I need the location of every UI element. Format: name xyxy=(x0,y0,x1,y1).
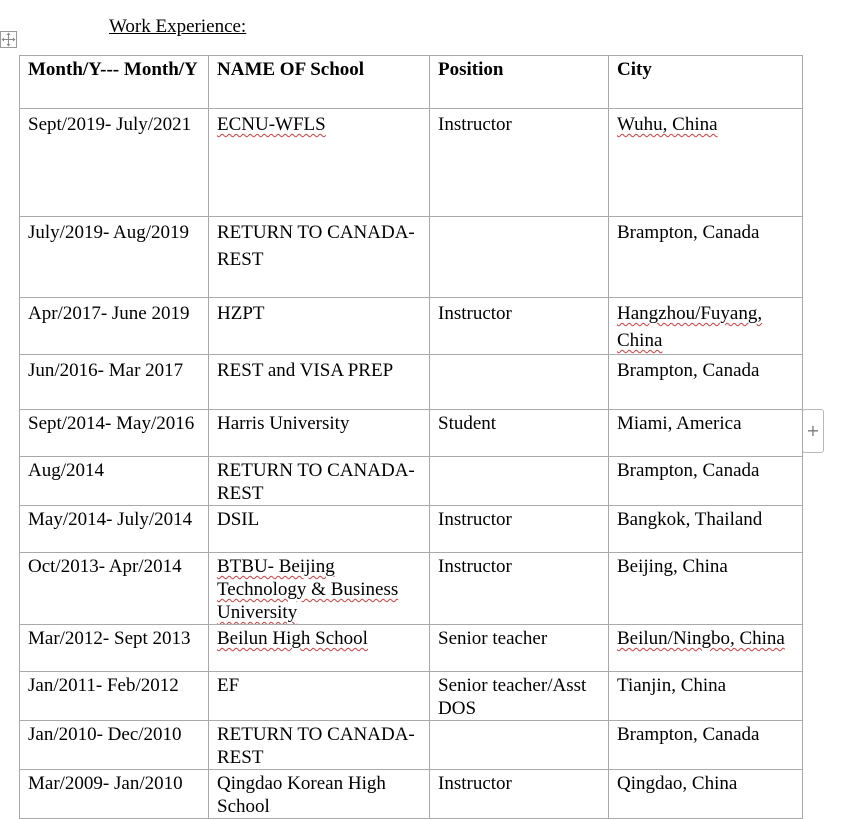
cell-position: Senior teacher xyxy=(430,625,609,672)
cell-position: Instructor xyxy=(430,109,609,217)
work-experience-table xyxy=(19,55,803,819)
table-row xyxy=(20,770,803,819)
cell-city: Beijing, China xyxy=(609,553,803,625)
cell-city: Tianjin, China xyxy=(609,672,803,721)
cell-position xyxy=(430,457,609,506)
cell-school: RETURN TO CANADA- REST xyxy=(209,721,430,770)
table-row xyxy=(20,721,803,770)
table-row xyxy=(20,109,803,217)
cell-school: HZPT xyxy=(209,298,430,355)
cell-school xyxy=(209,109,430,217)
cell-city xyxy=(609,109,803,217)
cell-position: Instructor xyxy=(430,770,609,819)
cell-date: Sept/2014- May/2016 xyxy=(20,410,209,457)
cell-position xyxy=(430,355,609,410)
cell-position xyxy=(430,721,609,770)
cell-position: Student xyxy=(430,410,609,457)
cell-city-text: Beilun/Ningbo, China xyxy=(617,628,785,649)
cell-date: Jun/2016- Mar 2017 xyxy=(20,355,209,410)
cell-position: Instructor xyxy=(430,553,609,625)
cell-school xyxy=(209,553,430,625)
cell-city: Brampton, Canada xyxy=(609,355,803,410)
cell-city: Qingdao, China xyxy=(609,770,803,819)
cell-date: Jan/2010- Dec/2010 xyxy=(20,721,209,770)
cell-school: EF xyxy=(209,672,430,721)
table-row xyxy=(20,457,803,506)
cell-position: Instructor xyxy=(430,506,609,553)
cell-date: May/2014- July/2014 xyxy=(20,506,209,553)
section-heading: Work Experience: xyxy=(109,16,247,37)
cell-school: RETURN TO CANADA- REST xyxy=(209,457,430,506)
cell-city: Bangkok, Thailand xyxy=(609,506,803,553)
cell-date: Apr/2017- June 2019 xyxy=(20,298,209,355)
table-row xyxy=(20,672,803,721)
table-row xyxy=(20,355,803,410)
table-row xyxy=(20,553,803,625)
cell-school-text: Beilun High School xyxy=(217,628,368,649)
cell-city xyxy=(609,625,803,672)
table-row xyxy=(20,298,803,355)
header-date: Month/Y--- Month/Y xyxy=(20,56,209,109)
cell-date: Mar/2009- Jan/2010 xyxy=(20,770,209,819)
cell-city-text: Hangzhou/Fuyang, China xyxy=(617,303,763,351)
cell-city-text: Wuhu, China xyxy=(617,114,718,135)
cell-date: Aug/2014 xyxy=(20,457,209,506)
header-school: NAME OF School xyxy=(209,56,430,109)
cell-school: REST and VISA PREP xyxy=(209,355,430,410)
table-row xyxy=(20,506,803,553)
header-city: City xyxy=(609,56,803,109)
header-row xyxy=(20,56,803,109)
cell-school: Qingdao Korean High School xyxy=(209,770,430,819)
table-move-icon[interactable] xyxy=(0,31,17,48)
add-column-icon[interactable]: + xyxy=(802,409,824,453)
cell-date: Oct/2013- Apr/2014 xyxy=(20,553,209,625)
cell-city: Brampton, Canada xyxy=(609,721,803,770)
cell-city: Miami, America xyxy=(609,410,803,457)
cell-city: Brampton, Canada xyxy=(609,457,803,506)
cell-school xyxy=(209,625,430,672)
header-position: Position xyxy=(430,56,609,109)
cell-school-text: ECNU-WFLS xyxy=(217,114,326,135)
cell-position xyxy=(430,217,609,298)
cell-city xyxy=(609,298,803,355)
cell-date: July/2019- Aug/2019 xyxy=(20,217,209,298)
cell-school: DSIL xyxy=(209,506,430,553)
cell-date: Mar/2012- Sept 2013 xyxy=(20,625,209,672)
cell-date: Sept/2019- July/2021 xyxy=(20,109,209,217)
table-row xyxy=(20,217,803,298)
cell-city: Brampton, Canada xyxy=(609,217,803,298)
cell-school: Harris University xyxy=(209,410,430,457)
cell-school-text: BTBU- Beijing Technology & Business University xyxy=(217,556,399,623)
table-row xyxy=(20,410,803,457)
table-row xyxy=(20,625,803,672)
cell-date: Jan/2011- Feb/2012 xyxy=(20,672,209,721)
cell-position: Senior teacher/Asst DOS xyxy=(430,672,609,721)
cell-position: Instructor xyxy=(430,298,609,355)
cell-school: RETURN TO CANADA- REST xyxy=(209,217,430,298)
